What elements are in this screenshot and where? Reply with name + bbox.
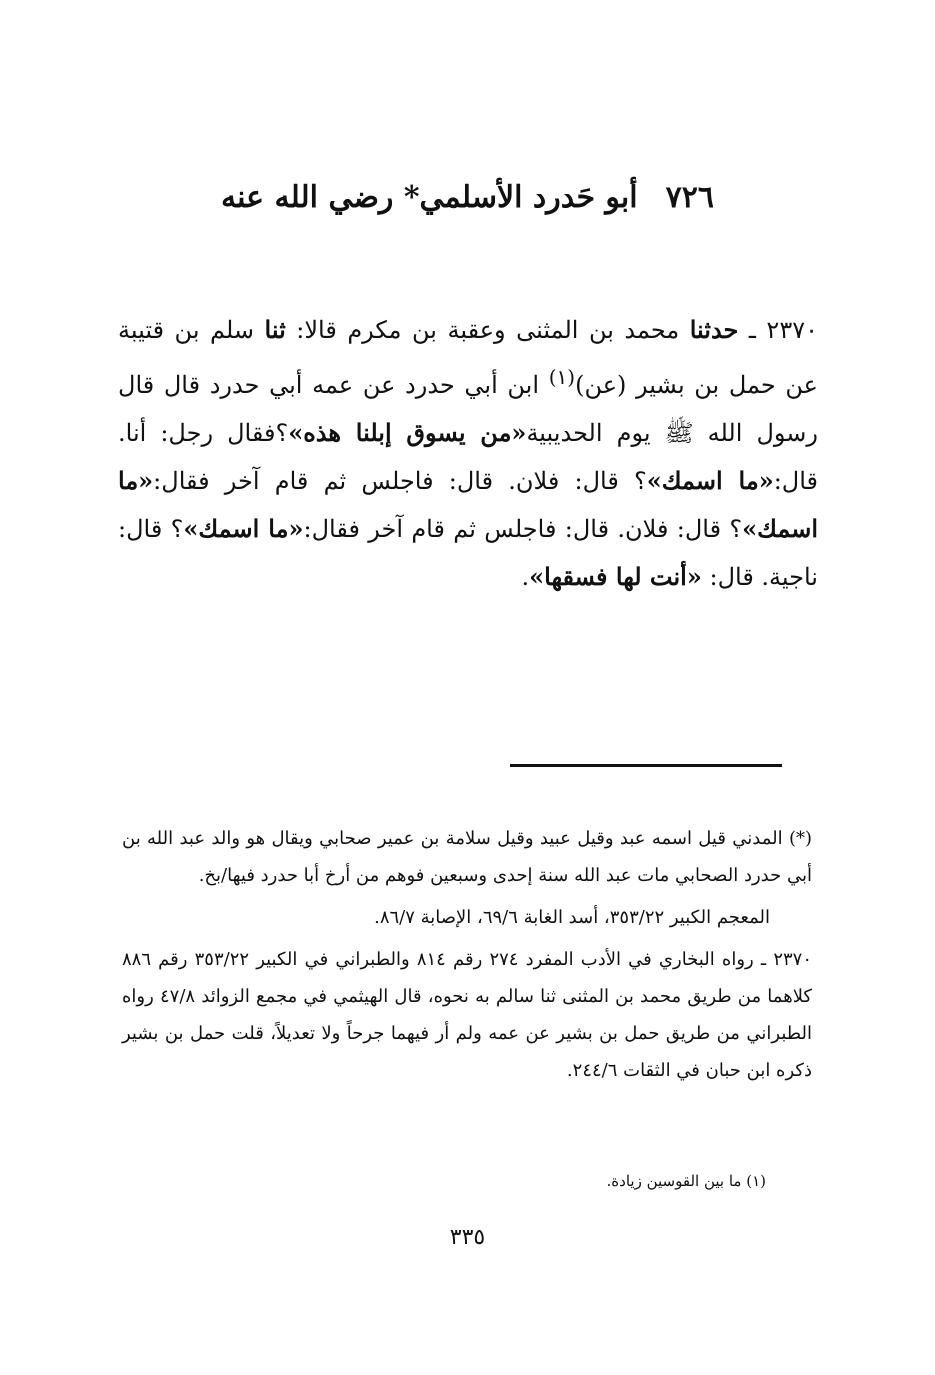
hadith-text-3: ابن أبي حدرد عن عمه أبي حدرد قال قال رسول الله ﷺ يوم الحديبية <box>118 371 818 447</box>
takhrij-note: ٢٣٧٠ ـ رواه البخاري في الأدب المفرد ٢٧٤ رقم ٨١٤ والطبراني في الكبير ٣٥٣/٢٢ رقم ٨٨٦ كلاهما من طريق محمد بن المثنى ثنا سالم به نحوه، قال الهيثمي في مجمع الزوائد ٤٧/٨ رواه الطبراني من طريق حمل بن بشير عن عمه ولم أر فيهما جرحاً ولا تعديلاً، قلت حمل بن بشير ذكره ابن حبان في الثقات ٢٤٤/٦. <box>122 949 812 1081</box>
hadith-text-2: سلم بن قتيبة عن حمل بن بشير (عن) <box>118 316 818 399</box>
hadith-quote-2: «ما اسمك» <box>646 466 774 495</box>
hadith-quote-4: «ما اسمك» <box>183 514 304 543</box>
star-note: (*) المدني قيل اسمه عبد وقيل عبيد وقيل سلامة بن عمير صحابي ويقال هو والد عبد الله بن أبي حدرد الصحابي مات عبد الله سنة إحدى وسبعين فوهم من أرخ أبا حدرد فيها/بخ. <box>122 828 812 886</box>
chapter-number: ٧٢٦ <box>665 180 714 216</box>
hadith-thana: ثنا <box>264 315 286 344</box>
hadith-text-1: محمد بن المثنى وعقبة بن مكرم قالا: <box>296 316 680 344</box>
hadith-opening: حدثنا <box>689 315 739 344</box>
hadith-text-6: ؟ قال: فلان. قال: فاجلس ثم قام آخر فقال: <box>303 515 743 543</box>
page-number: ٣٣٥ <box>449 1225 486 1250</box>
hadith-paragraph: ٢٣٧٠ ـ حدثنا محمد بن المثنى وعقبة بن مكرم قالا: ثنا سلم بن قتيبة عن حمل بن بشير (عن)$^{(١)}$ ابن أبي حدرد عن عمه أبي حدرد قال قال رسول الله ﷺ يوم الحديبية«من يسوق إبلنا هذه»؟فقال رجل: أنا. قال:«ما اسمك»؟ قال: فلان. قال: فاجلس ثم قام آخر فقال:«ما اسمك»؟ قال: فلان. قال: فاجلس ثم قام آخر فقال:«ما اسمك»؟ قال: ناجية. قال: «أنت لها فسقها». <box>118 315 819 591</box>
footnote-mark: (١) <box>548 365 576 389</box>
footnote: (١) ما بين القوسين زيادة. <box>606 1172 766 1190</box>
notes-separator <box>510 764 782 767</box>
hadith-text-4: ؟فقال رجل: أنا. قال: <box>118 419 819 495</box>
hadith-text-5: ؟ قال: فلان. قال: فاجلس ثم قام آخر فقال: <box>153 467 647 495</box>
hadith-quote-5: «أنت لها فسقها» <box>529 562 702 591</box>
hadith-quote-1: «من يسوق إبلنا هذه» <box>288 418 527 447</box>
chapter-title <box>0 180 935 215</box>
hadith-ending: . <box>521 563 530 591</box>
notes-section <box>122 820 812 1094</box>
chapter-name: أبو حَدرد الأسلمي* رضي الله عنه <box>221 180 638 216</box>
hadith-text-7: ؟ قال: ناجية. قال: <box>118 515 818 591</box>
hadith-quote-3: «ما اسمك» <box>118 466 819 543</box>
hadith-number: ٢٣٧٠ <box>766 316 818 344</box>
star-note-references: المعجم الكبير ٣٥٣/٢٢، أسد الغابة ٦٩/٦، الإصابة ٨٦/٧. <box>374 907 770 928</box>
hadith-text <box>118 306 818 601</box>
